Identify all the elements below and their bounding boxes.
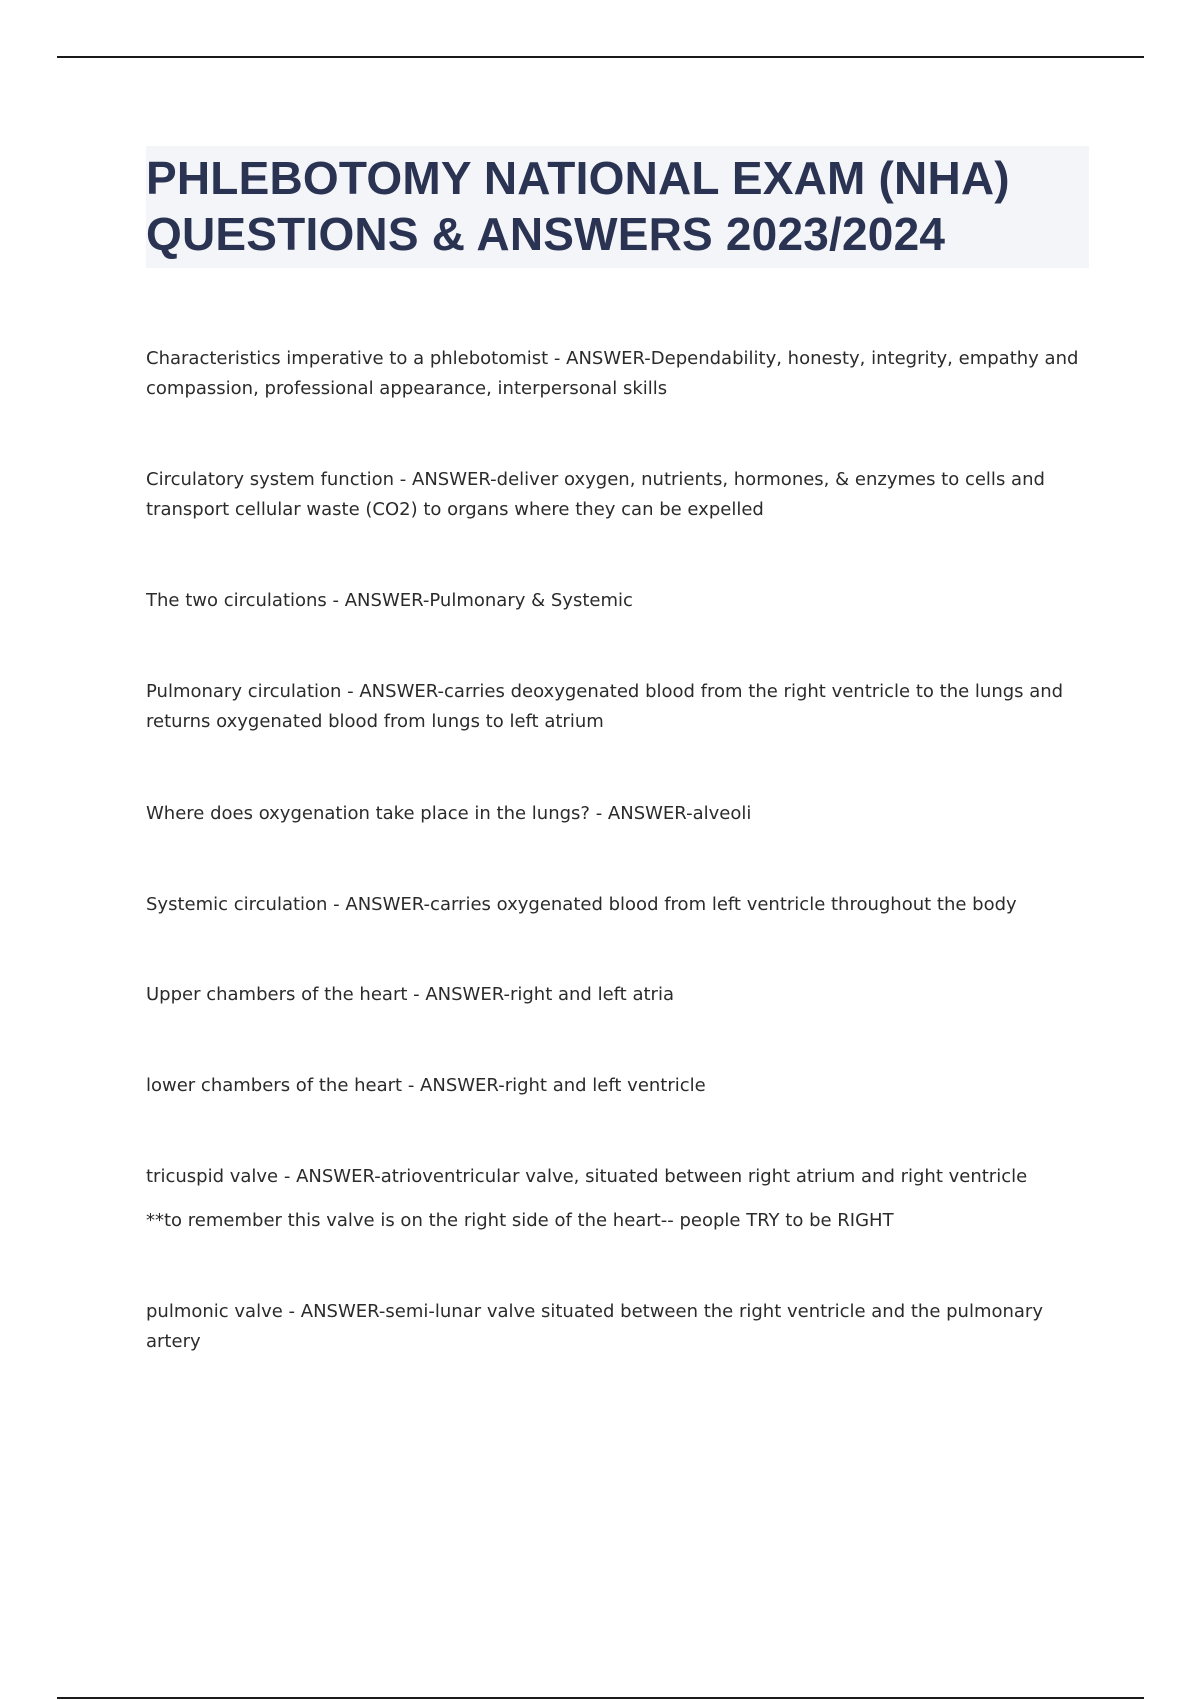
qa-item	[146, 677, 1086, 737]
qa-item	[146, 465, 1086, 525]
qa-text: tricuspid valve - ANSWER-atrioventricular valve, situated between right atrium and right ventricle	[146, 1166, 1028, 1187]
qa-item	[146, 890, 1086, 920]
qa-text: The two circulations - ANSWER-Pulmonary & Systemic	[146, 590, 633, 611]
title-line-1: PHLEBOTOMY NATIONAL EXAM (NHA)	[146, 152, 1010, 204]
qa-text: Upper chambers of the heart - ANSWER-right and left atria	[146, 984, 674, 1005]
qa-text: Circulatory system function - ANSWER-deliver oxygen, nutrients, hormones, & enzymes to cells and transport cellular waste (CO2) to organs where they can be expelled	[146, 469, 1045, 520]
qa-item	[146, 980, 1086, 1010]
qa-text: Systemic circulation - ANSWER-carries oxygenated blood from left ventricle throughout the body	[146, 894, 1017, 915]
qa-text: Where does oxygenation take place in the lungs? - ANSWER-alveoli	[146, 803, 752, 824]
qa-item	[146, 799, 1086, 829]
qa-note: **to remember this valve is on the right side of the heart-- people TRY to be RIGHT	[146, 1210, 894, 1231]
top-rule	[57, 56, 1144, 58]
qa-item	[146, 1297, 1086, 1357]
page-title	[146, 150, 1089, 262]
qa-text: Characteristics imperative to a phlebotomist - ANSWER-Dependability, honesty, integrity, empathy and compassion, professional appearance, interpersonal skills	[146, 348, 1079, 399]
qa-text: Pulmonary circulation - ANSWER-carries deoxygenated blood from the right ventricle to the lungs and returns oxygenated blood from lungs to left atrium	[146, 681, 1064, 732]
qa-item	[146, 1071, 1086, 1101]
qa-item	[146, 586, 1086, 616]
qa-item	[146, 1162, 1086, 1236]
title-line-2: QUESTIONS & ANSWERS 2023/2024	[146, 208, 946, 260]
qa-text: pulmonic valve - ANSWER-semi-lunar valve situated between the right ventricle and the pulmonary artery	[146, 1301, 1043, 1352]
qa-text: lower chambers of the heart - ANSWER-right and left ventricle	[146, 1075, 706, 1096]
qa-item	[146, 344, 1086, 404]
bottom-rule	[57, 1697, 1144, 1699]
title-block	[146, 146, 1089, 268]
